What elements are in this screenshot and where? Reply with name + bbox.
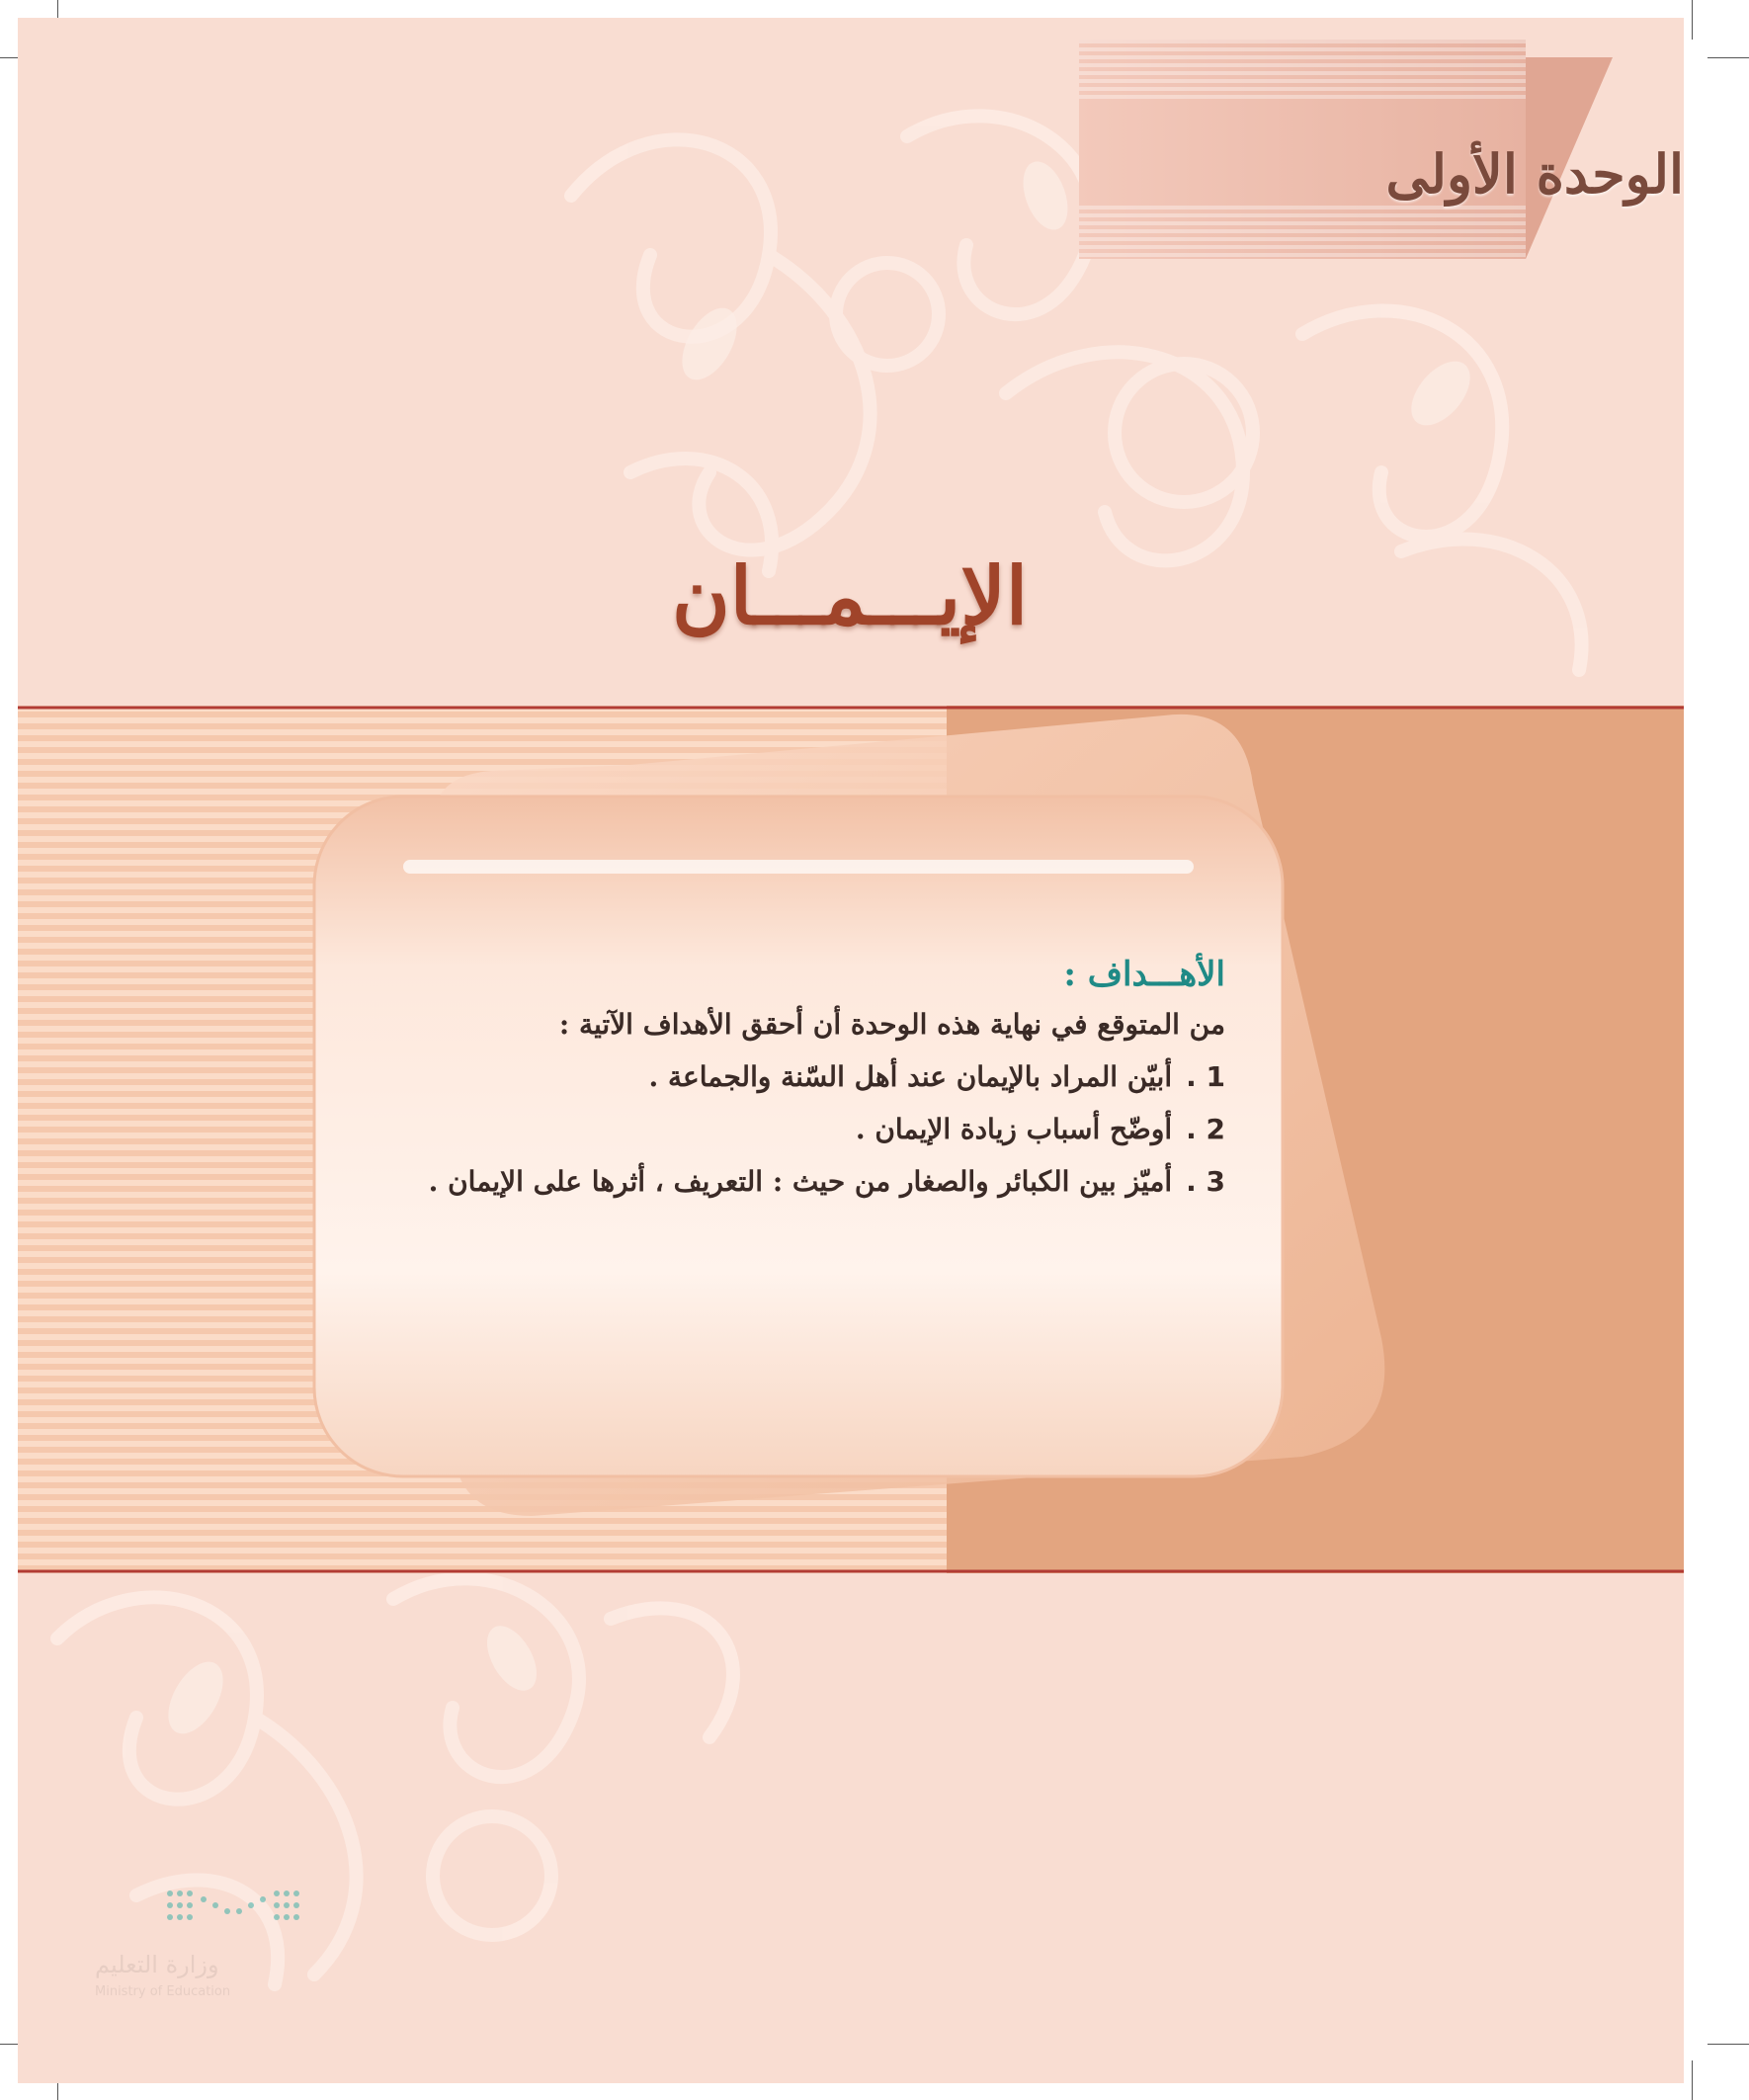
objective-number: 2 . — [1186, 1113, 1225, 1145]
objectives-box — [356, 955, 1225, 1218]
crop-mark — [1707, 2044, 1749, 2045]
objective-item — [356, 1060, 1225, 1093]
page-title: الإيـــمـــان — [671, 549, 1029, 642]
objectives-heading: الأهـــداف : — [1063, 955, 1225, 994]
objective-text: أبيّن المراد بالإيمان عند أهل السّنة والجماعة . — [648, 1060, 1173, 1093]
logo-arabic-text: وزارة التعليم — [95, 1951, 219, 1978]
unit-label: الوحدة الأولى — [1385, 142, 1684, 206]
objective-text: أوضّح أسباب زيادة الإيمان . — [855, 1113, 1173, 1145]
objective-item — [356, 1113, 1225, 1145]
crop-mark — [1692, 0, 1693, 40]
objective-item — [356, 1165, 1225, 1198]
crop-mark — [1707, 57, 1749, 58]
objective-number: 1 . — [1186, 1060, 1225, 1093]
logo-dots-icon — [164, 1886, 312, 1935]
objective-text: أميّز بين الكبائر والصغار من حيث : التعريف ، أثرها على الإيمان . — [428, 1165, 1173, 1198]
objective-number: 3 . — [1186, 1165, 1225, 1198]
crop-mark — [1692, 2060, 1693, 2100]
ministry-logo — [95, 1886, 312, 2024]
logo-english-text: Ministry of Education — [95, 1984, 231, 1999]
objectives-intro: من المتوقع في نهاية هذه الوحدة أن أحقق الأهداف الآتية : — [558, 1008, 1225, 1041]
